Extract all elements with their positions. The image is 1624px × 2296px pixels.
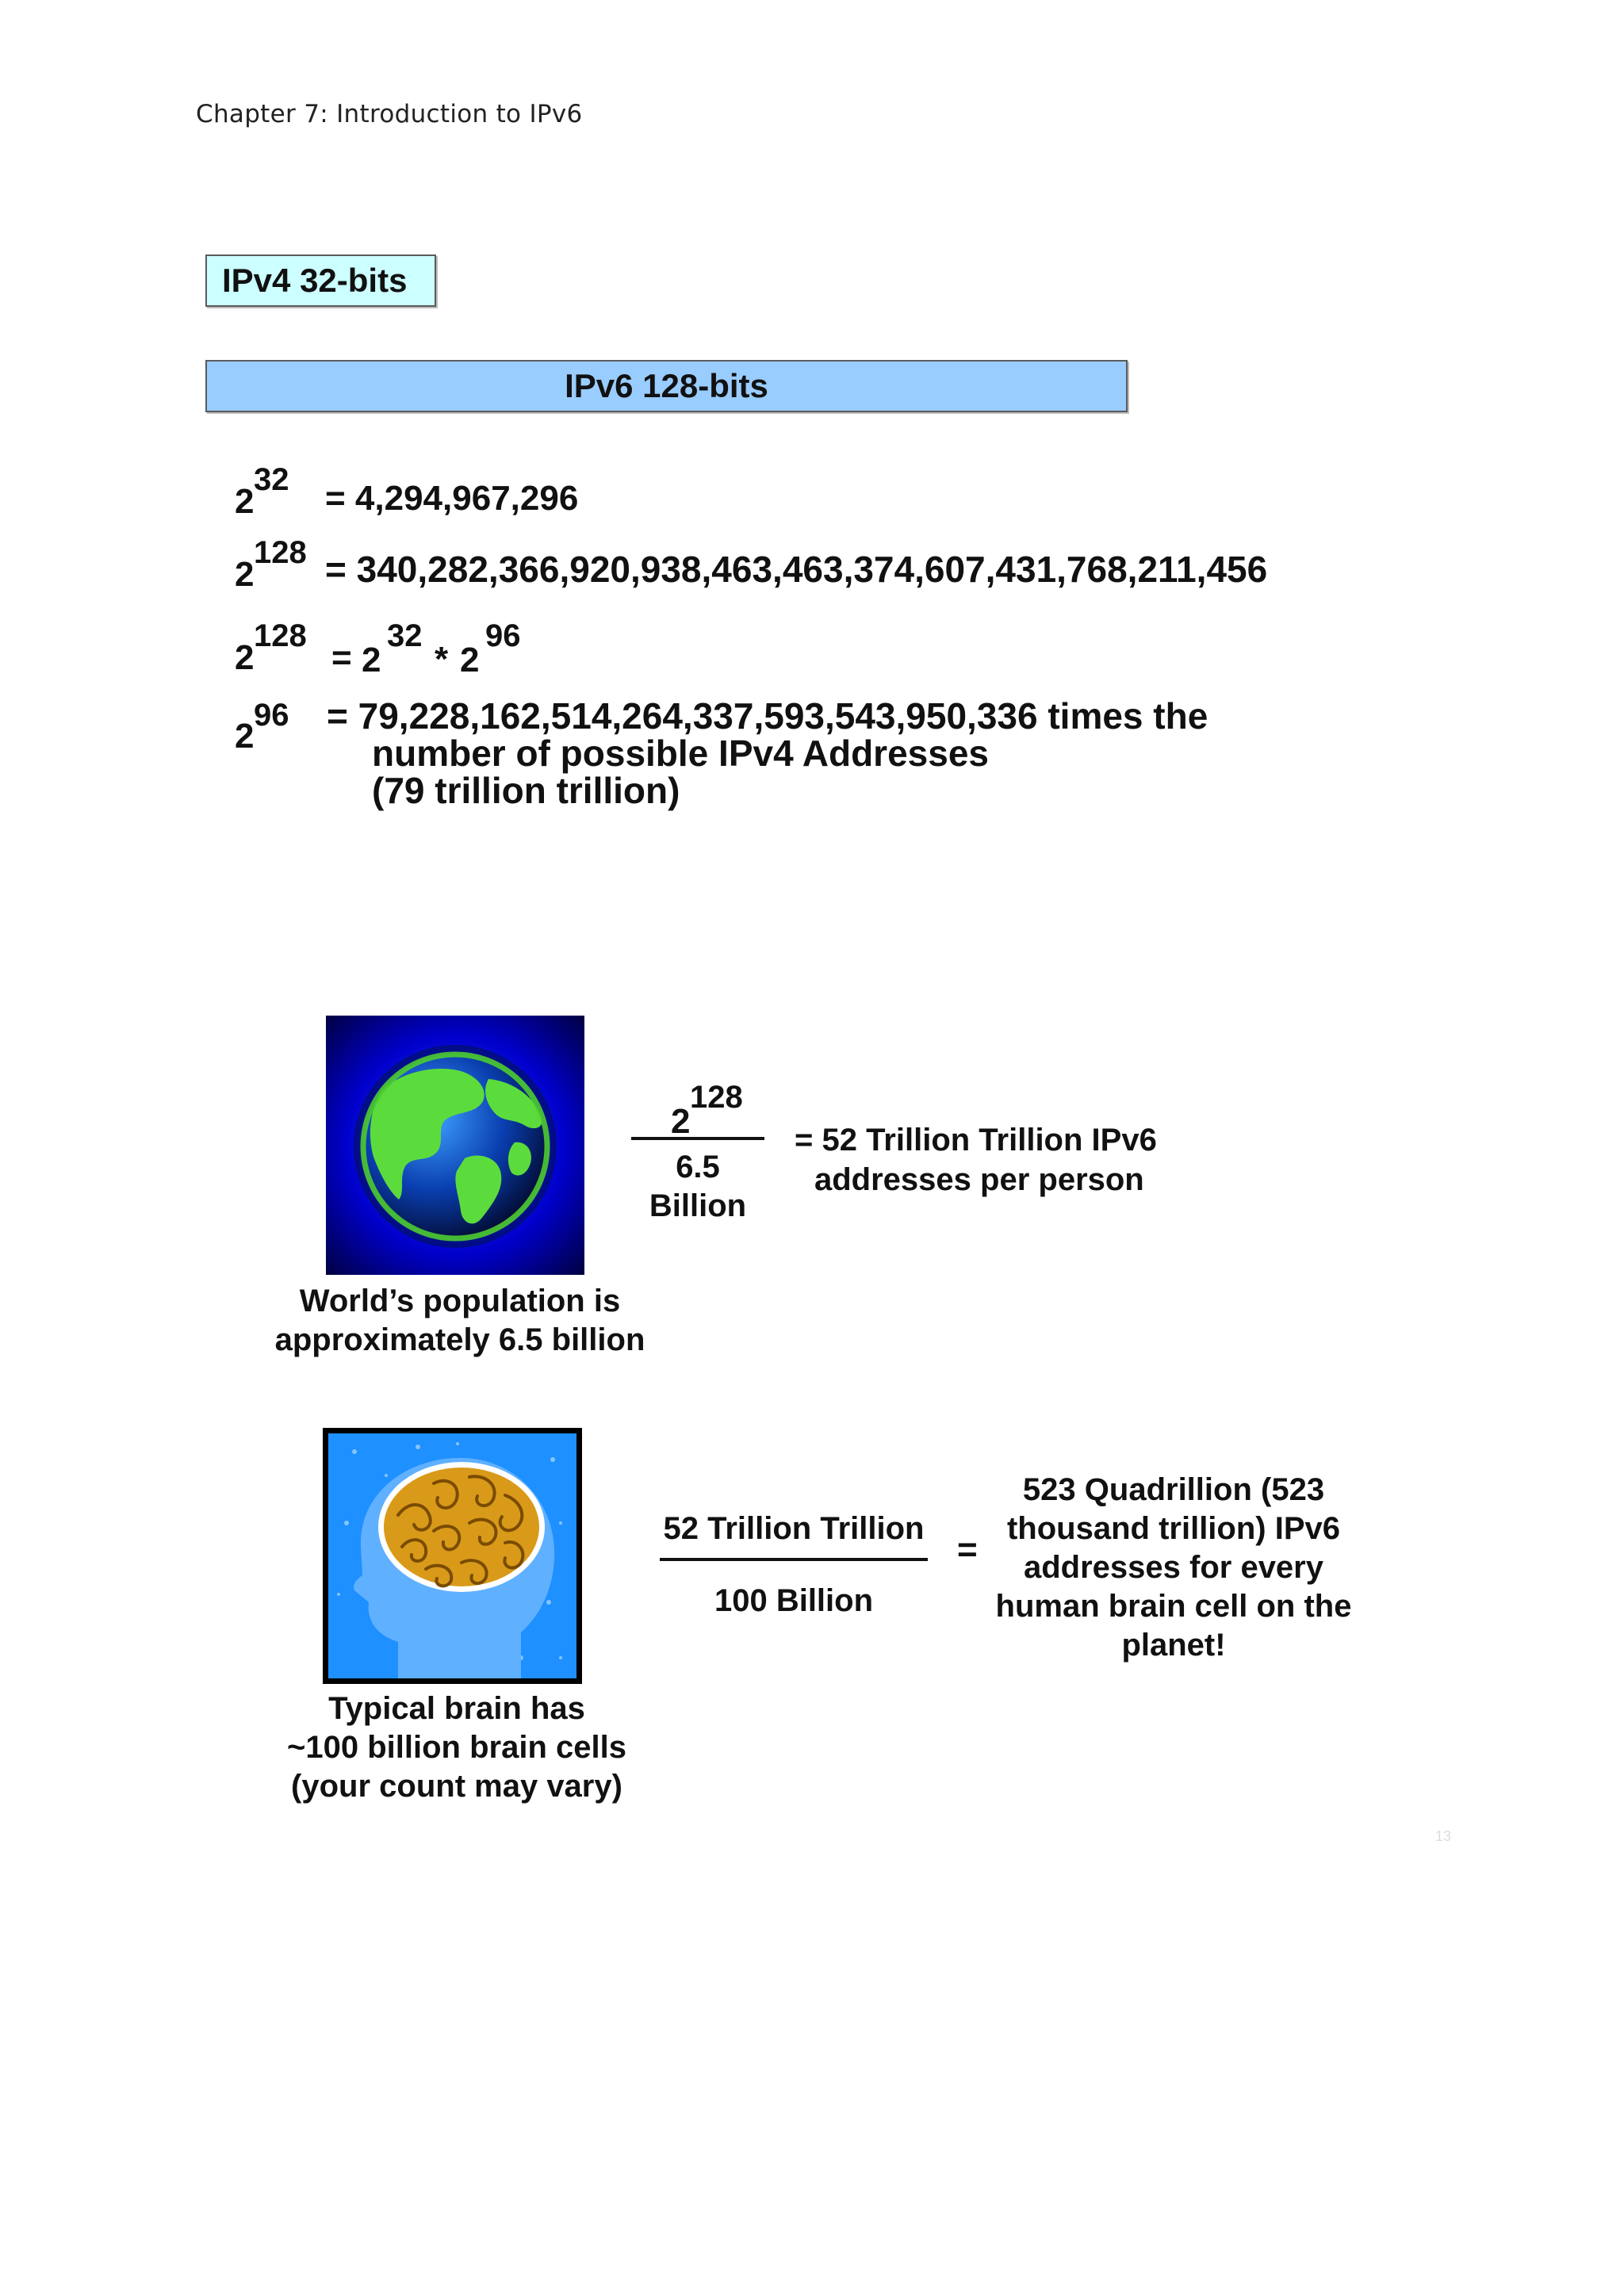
- population-numerator-base: 2: [671, 1102, 691, 1141]
- brain-denominator: 100 Billion: [714, 1583, 874, 1618]
- population-caption-line1: World’s population is: [299, 1284, 621, 1318]
- population-numerator-exponent: 128: [690, 1080, 743, 1115]
- eq3-term2-base: 2: [460, 641, 480, 679]
- population-result-line1: = 52 Trillion Trillion IPv6: [795, 1123, 1157, 1158]
- brain-fraction: [655, 1510, 933, 1621]
- population-result-line2: addresses per person: [814, 1162, 1144, 1197]
- population-caption-line2: approximately 6.5 billion: [274, 1322, 645, 1357]
- population-result: [795, 1120, 1157, 1200]
- eq3-multiply: *: [435, 640, 449, 679]
- brain-numerator: 52 Trillion Trillion: [663, 1511, 925, 1546]
- eq2-result: = 340,282,366,920,938,463,463,374,607,431,768,211,456: [325, 549, 1268, 590]
- eq4-line1: = 79,228,162,514,264,337,593,543,950,336 times the: [327, 695, 1208, 737]
- eq1-result: = 4,294,967,296: [325, 479, 579, 518]
- running-header: Chapter 7: Introduction to IPv6: [196, 100, 583, 128]
- eq3-base: 2: [235, 638, 255, 677]
- population-caption: [238, 1282, 682, 1360]
- eq4-line3: (79 trillion trillion): [372, 770, 680, 811]
- population-fraction: [631, 1080, 768, 1226]
- eq4-base: 2: [235, 717, 255, 756]
- eq4-result: [327, 695, 1208, 811]
- eq1-exponent: 32: [254, 462, 289, 497]
- ipv4-bits-box: IPv4 32-bits: [205, 254, 436, 307]
- eq3-term2-exponent: 96: [485, 618, 521, 653]
- eq4-line2: number of possible IPv4 Addresses: [372, 733, 989, 774]
- population-denominator: [631, 1148, 764, 1226]
- brain-caption-line1: Typical brain has: [328, 1691, 585, 1726]
- brain-result-line4: human brain cell on the: [995, 1589, 1352, 1624]
- eq3-exponent: 128: [254, 618, 307, 653]
- brain-result-line5: planet!: [1121, 1628, 1226, 1663]
- brain-caption-line3: (your count may vary): [291, 1769, 622, 1804]
- earth-globe-image: [326, 1016, 584, 1275]
- eq3-equals: =: [331, 638, 352, 677]
- eq3-term1-exponent: 32: [387, 618, 423, 653]
- brain-result-line1: 523 Quadrillion (523: [1022, 1472, 1325, 1507]
- eq4-exponent: 96: [254, 698, 289, 733]
- brain-icon: [323, 1428, 582, 1684]
- eq2-exponent: 128: [254, 535, 307, 570]
- eq2-base: 2: [235, 555, 255, 594]
- globe-icon: [326, 1016, 584, 1275]
- eq3-term1-base: 2: [362, 641, 381, 679]
- population-denominator-line2: Billion: [649, 1188, 747, 1223]
- eq1-base: 2: [235, 482, 255, 521]
- brain-caption: [238, 1689, 676, 1806]
- brain-result-line2: thousand trillion) IPv6: [1006, 1511, 1341, 1546]
- brain-fraction-bar: [660, 1558, 928, 1561]
- population-fraction-bar: [631, 1137, 764, 1140]
- brain-head-image: [323, 1428, 582, 1684]
- population-denominator-line1: 6.5: [676, 1150, 720, 1184]
- slide-number: 13: [1435, 1828, 1452, 1844]
- population-numerator: [631, 1080, 768, 1141]
- brain-result-line3: addresses for every: [1023, 1550, 1323, 1585]
- brain-equals-sign: =: [957, 1530, 978, 1569]
- brain-result: [979, 1471, 1368, 1665]
- brain-caption-line2: ~100 billion brain cells: [287, 1730, 626, 1765]
- ipv6-bits-box: IPv6 128-bits: [205, 360, 1128, 412]
